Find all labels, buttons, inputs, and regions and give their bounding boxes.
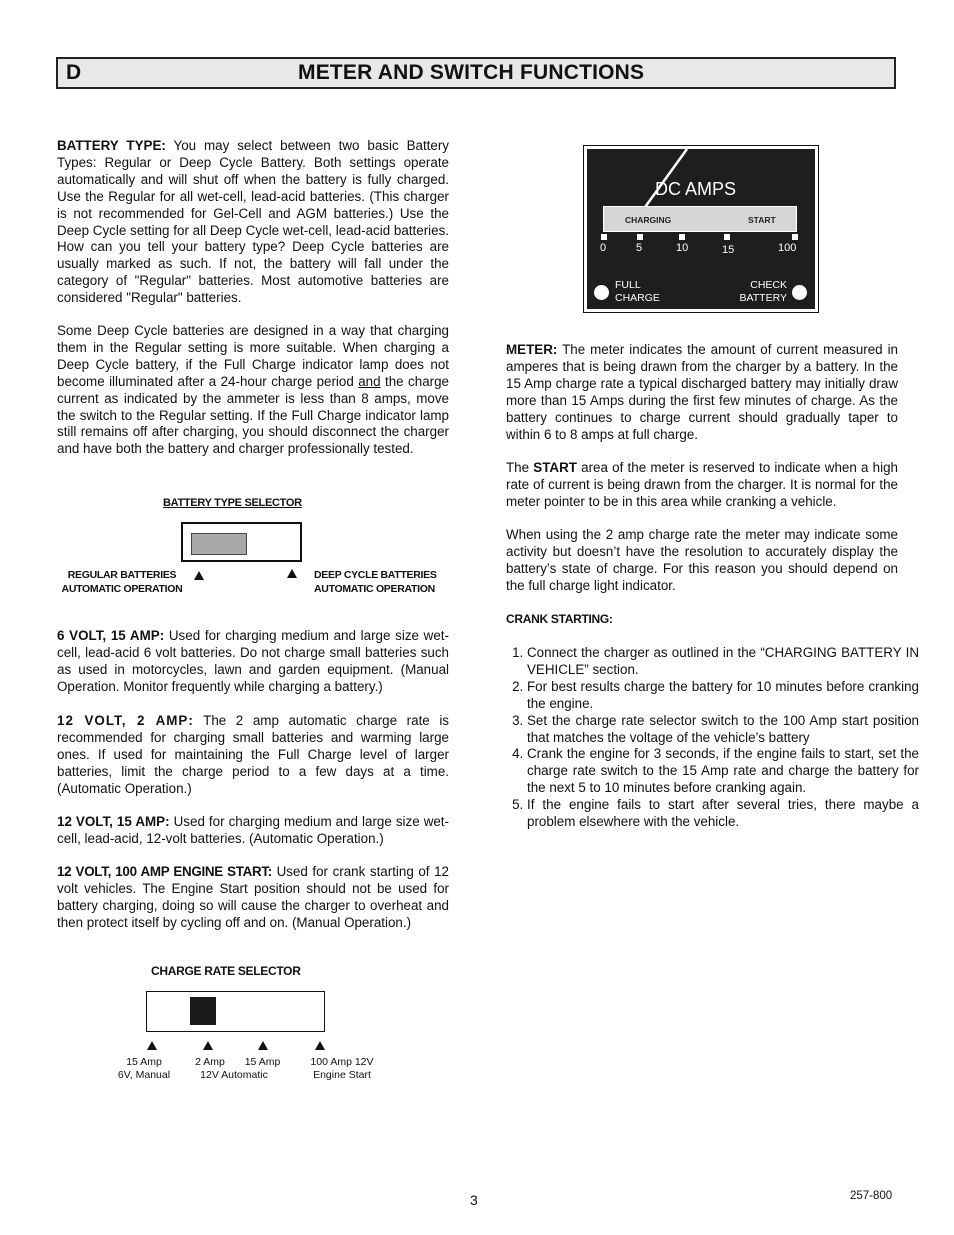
section-header bbox=[56, 57, 896, 89]
tick-mark-10 bbox=[679, 234, 685, 240]
rate-15a-6v-arrow-icon bbox=[147, 1041, 157, 1050]
twelve-volt-15amp-paragraph: 12 VOLT, 15 AMP: Used for charging medium and large size wet-cell, lead-acid, 12-volt batteries. (Automatic Operation.) bbox=[57, 814, 449, 846]
deep-cycle-text-1: Some Deep Cycle batteries are designed in a way that charging them in the Regular setting is more suitable. When charging a Deep Cycle battery, if the Full Charge indicator lamp does not become illuminated after a 24-hour charge period bbox=[57, 323, 449, 389]
crank-starting-steps bbox=[506, 645, 919, 831]
rate-15a-6v-label: 15 Amp 6V, Manual bbox=[117, 1056, 171, 1081]
battery-switch-rocker[interactable] bbox=[191, 533, 247, 555]
twelve-volt-2amp-paragraph: 12 VOLT, 2 AMP: The 2 amp automatic charge rate is recommended for charging small batteries and warming large ones. If used for maintaining the Full Charge level of larger batteries, limit the charge period to a few days at a time. (Automatic Operation.) bbox=[57, 713, 449, 796]
deep-cycle-underlined: and bbox=[358, 373, 381, 389]
deep-cycle-text-2: the charge current as indicated by the ammeter is less than 8 amps, move the switch to the Regular setting. If the Full Charge indicator lamp still remains off after charging, you should disconnect the charger and have both the battery and charger professionally tested. bbox=[57, 373, 449, 457]
full-charge-lamp-icon bbox=[594, 285, 609, 300]
tick-mark-5 bbox=[637, 234, 643, 240]
page-number: 3 bbox=[470, 1192, 478, 1208]
tick-label-0: 0 bbox=[600, 242, 607, 254]
meter-paragraph: METER: The meter indicates the amount of current measured in amperes that is being drawn from the charger by a battery. In the 15 Amp charge rate a typical discharged battery may initially draw more than 15 Amps during the first few minutes of charge. As the battery continues to charge current should gradually taper to within 6 to 8 amps at full charge. bbox=[506, 342, 898, 442]
twelve-volt-100amp-paragraph: 12 VOLT, 100 AMP ENGINE START: Used for crank starting of 12 volt vehicles. The Engine Start position should not be used for battery charging, doing so will cause the charger to overheat and then protect itself by cycling off and on. (Manual Operation.) bbox=[57, 864, 449, 930]
dc-amps-meter bbox=[583, 145, 819, 313]
meter-scale-band bbox=[603, 206, 797, 232]
charge-selector-title: CHARGE RATE SELECTOR bbox=[151, 964, 301, 978]
charging-zone-label: CHARGING bbox=[625, 215, 672, 225]
tick-label-100: 100 bbox=[778, 242, 797, 254]
full-charge-label: FULL CHARGE bbox=[615, 279, 660, 304]
meter-title: DC AMPS bbox=[655, 179, 737, 199]
document-number: 257-800 bbox=[850, 1190, 893, 1202]
battery-selector-title: BATTERY TYPE SELECTOR bbox=[163, 497, 302, 509]
page-title: METER AND SWITCH FUNCTIONS bbox=[298, 61, 645, 84]
tick-label-5: 5 bbox=[636, 242, 643, 254]
rate-2a-label: 2 Amp bbox=[195, 1056, 225, 1068]
two-amp-paragraph: When using the 2 amp charge rate the meter may indicate some activity but doesn’t have the resolution to accurately display the battery’s state of charge. For this reason you should depend on the full charge light indicator. bbox=[506, 527, 898, 593]
check-battery-lamp-icon bbox=[792, 285, 807, 300]
start-zone-label: START bbox=[748, 215, 776, 225]
tick-mark-0 bbox=[601, 234, 607, 240]
rate-100a-label: 100 Amp 12V Engine Start bbox=[310, 1056, 374, 1081]
six-volt-paragraph: 6 VOLT, 15 AMP: Used for charging medium and large size wet-cell, lead-acid 6 volt batteries. Do not charge small batteries such as used in motorcycles, lawn and garden equipment. (Manual Operation. Monitor frequently while charging a battery.) bbox=[57, 628, 449, 694]
deep-cycle-batteries-label: DEEP CYCLE BATTERIES AUTOMATIC OPERATION bbox=[314, 569, 437, 595]
automatic-12v-label: 12V Automatic bbox=[200, 1069, 268, 1081]
crank-step: 1. Connect the charger as outlined in the “CHARGING BATTERY IN VEHICLE” section. bbox=[527, 645, 919, 679]
rate-15a-12v-label: 15 Amp bbox=[244, 1056, 281, 1068]
tick-mark-15 bbox=[724, 234, 730, 240]
tick-label-10: 10 bbox=[676, 242, 689, 254]
regular-batteries-label: REGULAR BATTERIES AUTOMATIC OPERATION bbox=[61, 569, 183, 595]
battery-type-paragraph bbox=[57, 138, 449, 307]
section-letter: D bbox=[66, 61, 82, 84]
check-battery-label: CHECK BATTERY bbox=[739, 279, 787, 304]
regular-position-arrow-icon bbox=[194, 571, 204, 580]
charge-switch-knob[interactable] bbox=[190, 997, 216, 1025]
battery-type-heading: BATTERY TYPE: bbox=[57, 138, 166, 153]
crank-step: 5. If the engine fails to start after several tries, there maybe a problem elsewhere with the vehicle. bbox=[527, 797, 919, 831]
battery-type-body: You may select between two basic Battery Types: Regular or Deep Cycle Battery. Both settings operate automatically and will shut off when the battery is fully charged. Use the Regular for all wet-cell, lead-acid batteries. (This charger is not recommended for Gel-Cell and AGM batteries.) Use the Deep Cycle setting for all Deep Cycle wet-cell, lead-acid batteries. How can you tell your battery type? Deep Cycle batteries are usually marked as such. If not, the battery will fall under the category of "Regular" batteries. Most automotive batteries are considered "Regular" batteries. bbox=[57, 138, 449, 306]
deep-cycle-position-arrow-icon bbox=[287, 569, 297, 578]
crank-starting-heading: CRANK STARTING: bbox=[506, 612, 613, 626]
deep-cycle-paragraph bbox=[57, 323, 449, 458]
crank-step: 3. Set the charge rate selector switch to the 100 Amp start position that matches the voltage of the vehicle’s battery bbox=[527, 713, 919, 747]
crank-step: 2. For best results charge the battery for 10 minutes before cranking the engine. bbox=[527, 679, 919, 713]
battery-type-switch[interactable] bbox=[181, 522, 302, 562]
meter-face bbox=[587, 149, 815, 309]
tick-label-15: 15 bbox=[722, 244, 735, 256]
rate-2a-arrow-icon bbox=[203, 1041, 213, 1050]
charge-rate-switch[interactable] bbox=[146, 991, 325, 1032]
start-area-paragraph: The START area of the meter is reserved to indicate when a high rate of current is being drawn from the charger. It is normal for the meter pointer to be in this area while cranking a vehicle. bbox=[506, 460, 898, 509]
crank-step: 4. Crank the engine for 3 seconds, if the engine fails to start, set the charge rate switch to the 15 Amp rate and charge the battery for the next 5 to 10 minutes before cranking again. bbox=[527, 746, 919, 797]
rate-100a-arrow-icon bbox=[315, 1041, 325, 1050]
tick-mark-100 bbox=[792, 234, 798, 240]
rate-15a-12v-arrow-icon bbox=[258, 1041, 268, 1050]
